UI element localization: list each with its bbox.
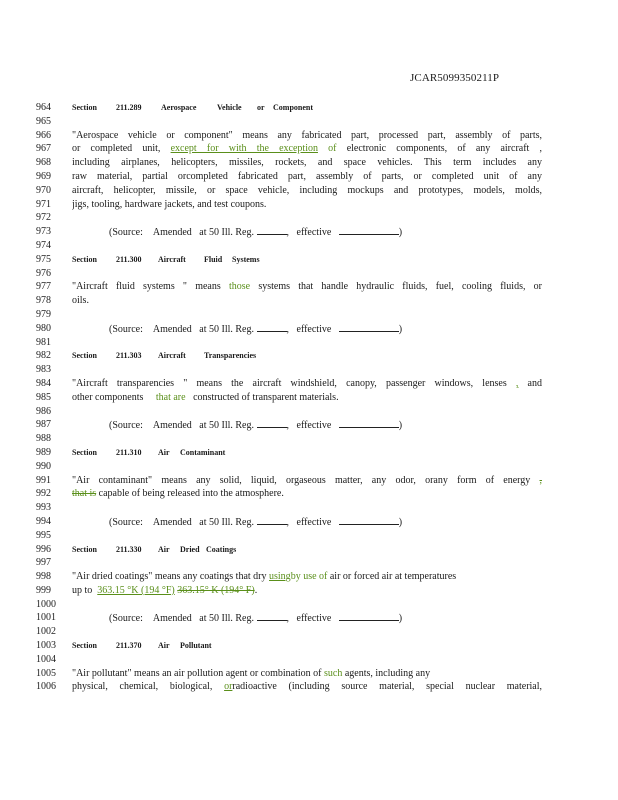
paragraph-line: "Aircraft fluid systems " means those systems that handle hydraulic fluids, fuel, cooling fluids, or	[72, 281, 542, 293]
line	[0, 405, 618, 419]
paragraph-line: aircraft, helicopter, missile, or space vehicle, including mockups and prototypes, models, molds,	[72, 184, 542, 196]
line	[0, 446, 618, 460]
line	[0, 156, 618, 170]
line-number: 991	[36, 474, 51, 486]
inserted-text: using	[269, 571, 291, 583]
line	[0, 225, 618, 239]
line-number: 1004	[36, 653, 56, 665]
line	[0, 308, 618, 322]
line-number: 983	[36, 364, 51, 376]
paragraph-line: "Aircraft transparencies " means the aircraft windshield, canopy, passenger windows, lenses , and	[72, 377, 542, 389]
source-note: (Source: Amended at 50 Ill. Reg. , effective )	[109, 516, 403, 528]
line	[0, 349, 618, 363]
line	[0, 239, 618, 253]
inserted-text: of	[328, 143, 337, 155]
line-number: 981	[36, 336, 51, 348]
line	[0, 653, 618, 667]
section-heading: Section 211.330 Air Dried Coatings	[72, 544, 237, 554]
line	[0, 543, 618, 557]
line-number: 997	[36, 557, 51, 569]
line-number: 996	[36, 543, 51, 555]
line-number: 980	[36, 322, 51, 334]
section-title-word: Aerospace	[161, 103, 197, 112]
line	[0, 170, 618, 184]
line	[0, 280, 618, 294]
section-heading: Section 211.300 Aircraft Fluid Systems	[72, 254, 260, 264]
line	[0, 129, 618, 143]
line-number: 999	[36, 584, 51, 596]
line	[0, 432, 618, 446]
line-number: 992	[36, 488, 51, 500]
line-number: 988	[36, 433, 51, 445]
line	[0, 184, 618, 198]
inserted-text: or	[224, 681, 233, 693]
line	[0, 115, 618, 129]
line	[0, 198, 618, 212]
text-run: electronic components, of any aircraft ,	[346, 143, 542, 155]
line	[0, 460, 618, 474]
inserted-text: that are	[155, 391, 186, 403]
changed-text: by use of	[290, 571, 328, 583]
line-number: 986	[36, 405, 51, 417]
inserted-text: 363.15 °K (194 °F)	[97, 584, 175, 596]
line	[0, 529, 618, 543]
section-title-word: Vehicle	[217, 103, 242, 112]
line-number: 1001	[36, 612, 56, 624]
source-note: (Source: Amended at 50 Ill. Reg. , effective )	[109, 323, 403, 335]
line	[0, 680, 618, 694]
line-number: 969	[36, 170, 51, 182]
deleted-text: ,	[539, 474, 542, 486]
paragraph-line: "Air pollutant" means an air pollution agent or combination of such agents, including any	[72, 667, 431, 679]
line-number: 978	[36, 295, 51, 307]
line	[0, 253, 618, 267]
source-note: (Source: Amended at 50 Ill. Reg. , effective )	[109, 227, 403, 239]
line	[0, 611, 618, 625]
section-heading: Section 211.370 Air Pollutant	[72, 641, 212, 651]
document-id: JCAR5099350211P	[410, 72, 500, 84]
line	[0, 418, 618, 432]
paragraph-line: up to 363.15 °K (194 °F) 363.15° K (194° F).	[72, 584, 258, 596]
section-title-word: or	[257, 103, 265, 112]
line	[0, 639, 618, 653]
line	[0, 211, 618, 225]
line	[0, 363, 618, 377]
line-number: 993	[36, 502, 51, 514]
text-run: or completed unit,	[72, 143, 161, 155]
line-number: 985	[36, 391, 51, 403]
line	[0, 598, 618, 612]
line-number: 990	[36, 460, 51, 472]
line-number: 976	[36, 267, 51, 279]
line	[0, 101, 618, 115]
line	[0, 556, 618, 570]
deleted-text: 363.15° K (194° F)	[177, 584, 255, 596]
inserted-text: such	[324, 667, 343, 679]
line	[0, 667, 618, 681]
paragraph-line: raw material, partial orcompleted fabricated part, assembly of parts, or completed unit of any	[72, 170, 542, 182]
section-label: Section	[72, 103, 97, 112]
deleted-text: that is	[72, 488, 97, 500]
paragraph-line: including airplanes, helicopters, missiles, rockets, and space vehicles. This term includes any	[72, 157, 542, 169]
line-number: 1006	[36, 681, 56, 693]
paragraph-line: "Aerospace vehicle or component" means any fabricated part, processed part, assembly of parts,	[72, 129, 542, 141]
line	[0, 391, 618, 405]
line-number: 979	[36, 308, 51, 320]
paragraph-line: oils.	[72, 295, 89, 307]
line	[0, 570, 618, 584]
line	[0, 625, 618, 639]
line-number: 1003	[36, 640, 56, 652]
line	[0, 584, 618, 598]
paragraph-line: "Air dried coatings" means any coatings that dry usingby use of air or forced air at temperatures	[72, 571, 457, 583]
paragraph-line: that is capable of being released into the atmosphere.	[72, 488, 284, 500]
line-number: 967	[36, 143, 51, 155]
line-number: 989	[36, 446, 51, 458]
line	[0, 142, 618, 156]
section-number: 211.289	[116, 103, 142, 112]
line-number: 975	[36, 253, 51, 265]
line-number: 973	[36, 226, 51, 238]
line	[0, 336, 618, 350]
paragraph-line: other components that are constructed of transparent materials.	[72, 391, 339, 403]
line-number: 1002	[36, 626, 56, 638]
line-number: 977	[36, 281, 51, 293]
paragraph-line: "Air contaminant" means any solid, liquid, orgaseous matter, any odor, orany form of energy ,	[72, 474, 542, 486]
section-heading: Section 211.303 Aircraft Transparencies	[72, 351, 257, 361]
line	[0, 487, 618, 501]
line-number: 970	[36, 184, 51, 196]
line-number: 964	[36, 102, 51, 113]
section-heading	[72, 101, 542, 115]
line-number: 968	[36, 157, 51, 169]
line-number: 994	[36, 515, 51, 527]
line-number: 971	[36, 198, 51, 210]
line	[0, 377, 618, 391]
paragraph-line	[72, 142, 542, 156]
line-number: 987	[36, 419, 51, 431]
line-number: 966	[36, 129, 51, 141]
line-number: 998	[36, 571, 51, 583]
line	[0, 515, 618, 529]
line-number: 995	[36, 529, 51, 541]
line-number: 984	[36, 377, 51, 389]
line-number: 982	[36, 350, 51, 362]
paragraph-line: jigs, tooling, hardware jackets, and test coupons.	[72, 198, 267, 210]
document-body	[0, 101, 618, 694]
inserted-text: those	[228, 281, 251, 293]
line	[0, 322, 618, 336]
line	[0, 294, 618, 308]
line-number: 1005	[36, 667, 56, 679]
line	[0, 267, 618, 281]
section-title-word: Component	[273, 103, 314, 112]
line-number: 1000	[36, 598, 56, 610]
line	[0, 501, 618, 515]
section-heading: Section 211.310 Air Contaminant	[72, 447, 226, 457]
line-number: 965	[36, 115, 51, 127]
line-number: 974	[36, 239, 51, 251]
source-note: (Source: Amended at 50 Ill. Reg. , effective )	[109, 613, 403, 625]
inserted-text: ,	[515, 377, 519, 389]
line-number: 972	[36, 212, 51, 224]
source-note: (Source: Amended at 50 Ill. Reg. , effective )	[109, 420, 403, 432]
line	[0, 474, 618, 488]
inserted-text: except for with the exception	[170, 143, 318, 155]
paragraph-line: physical, chemical, biological, orradioactive (including source material, special nuclear material,	[72, 681, 542, 693]
